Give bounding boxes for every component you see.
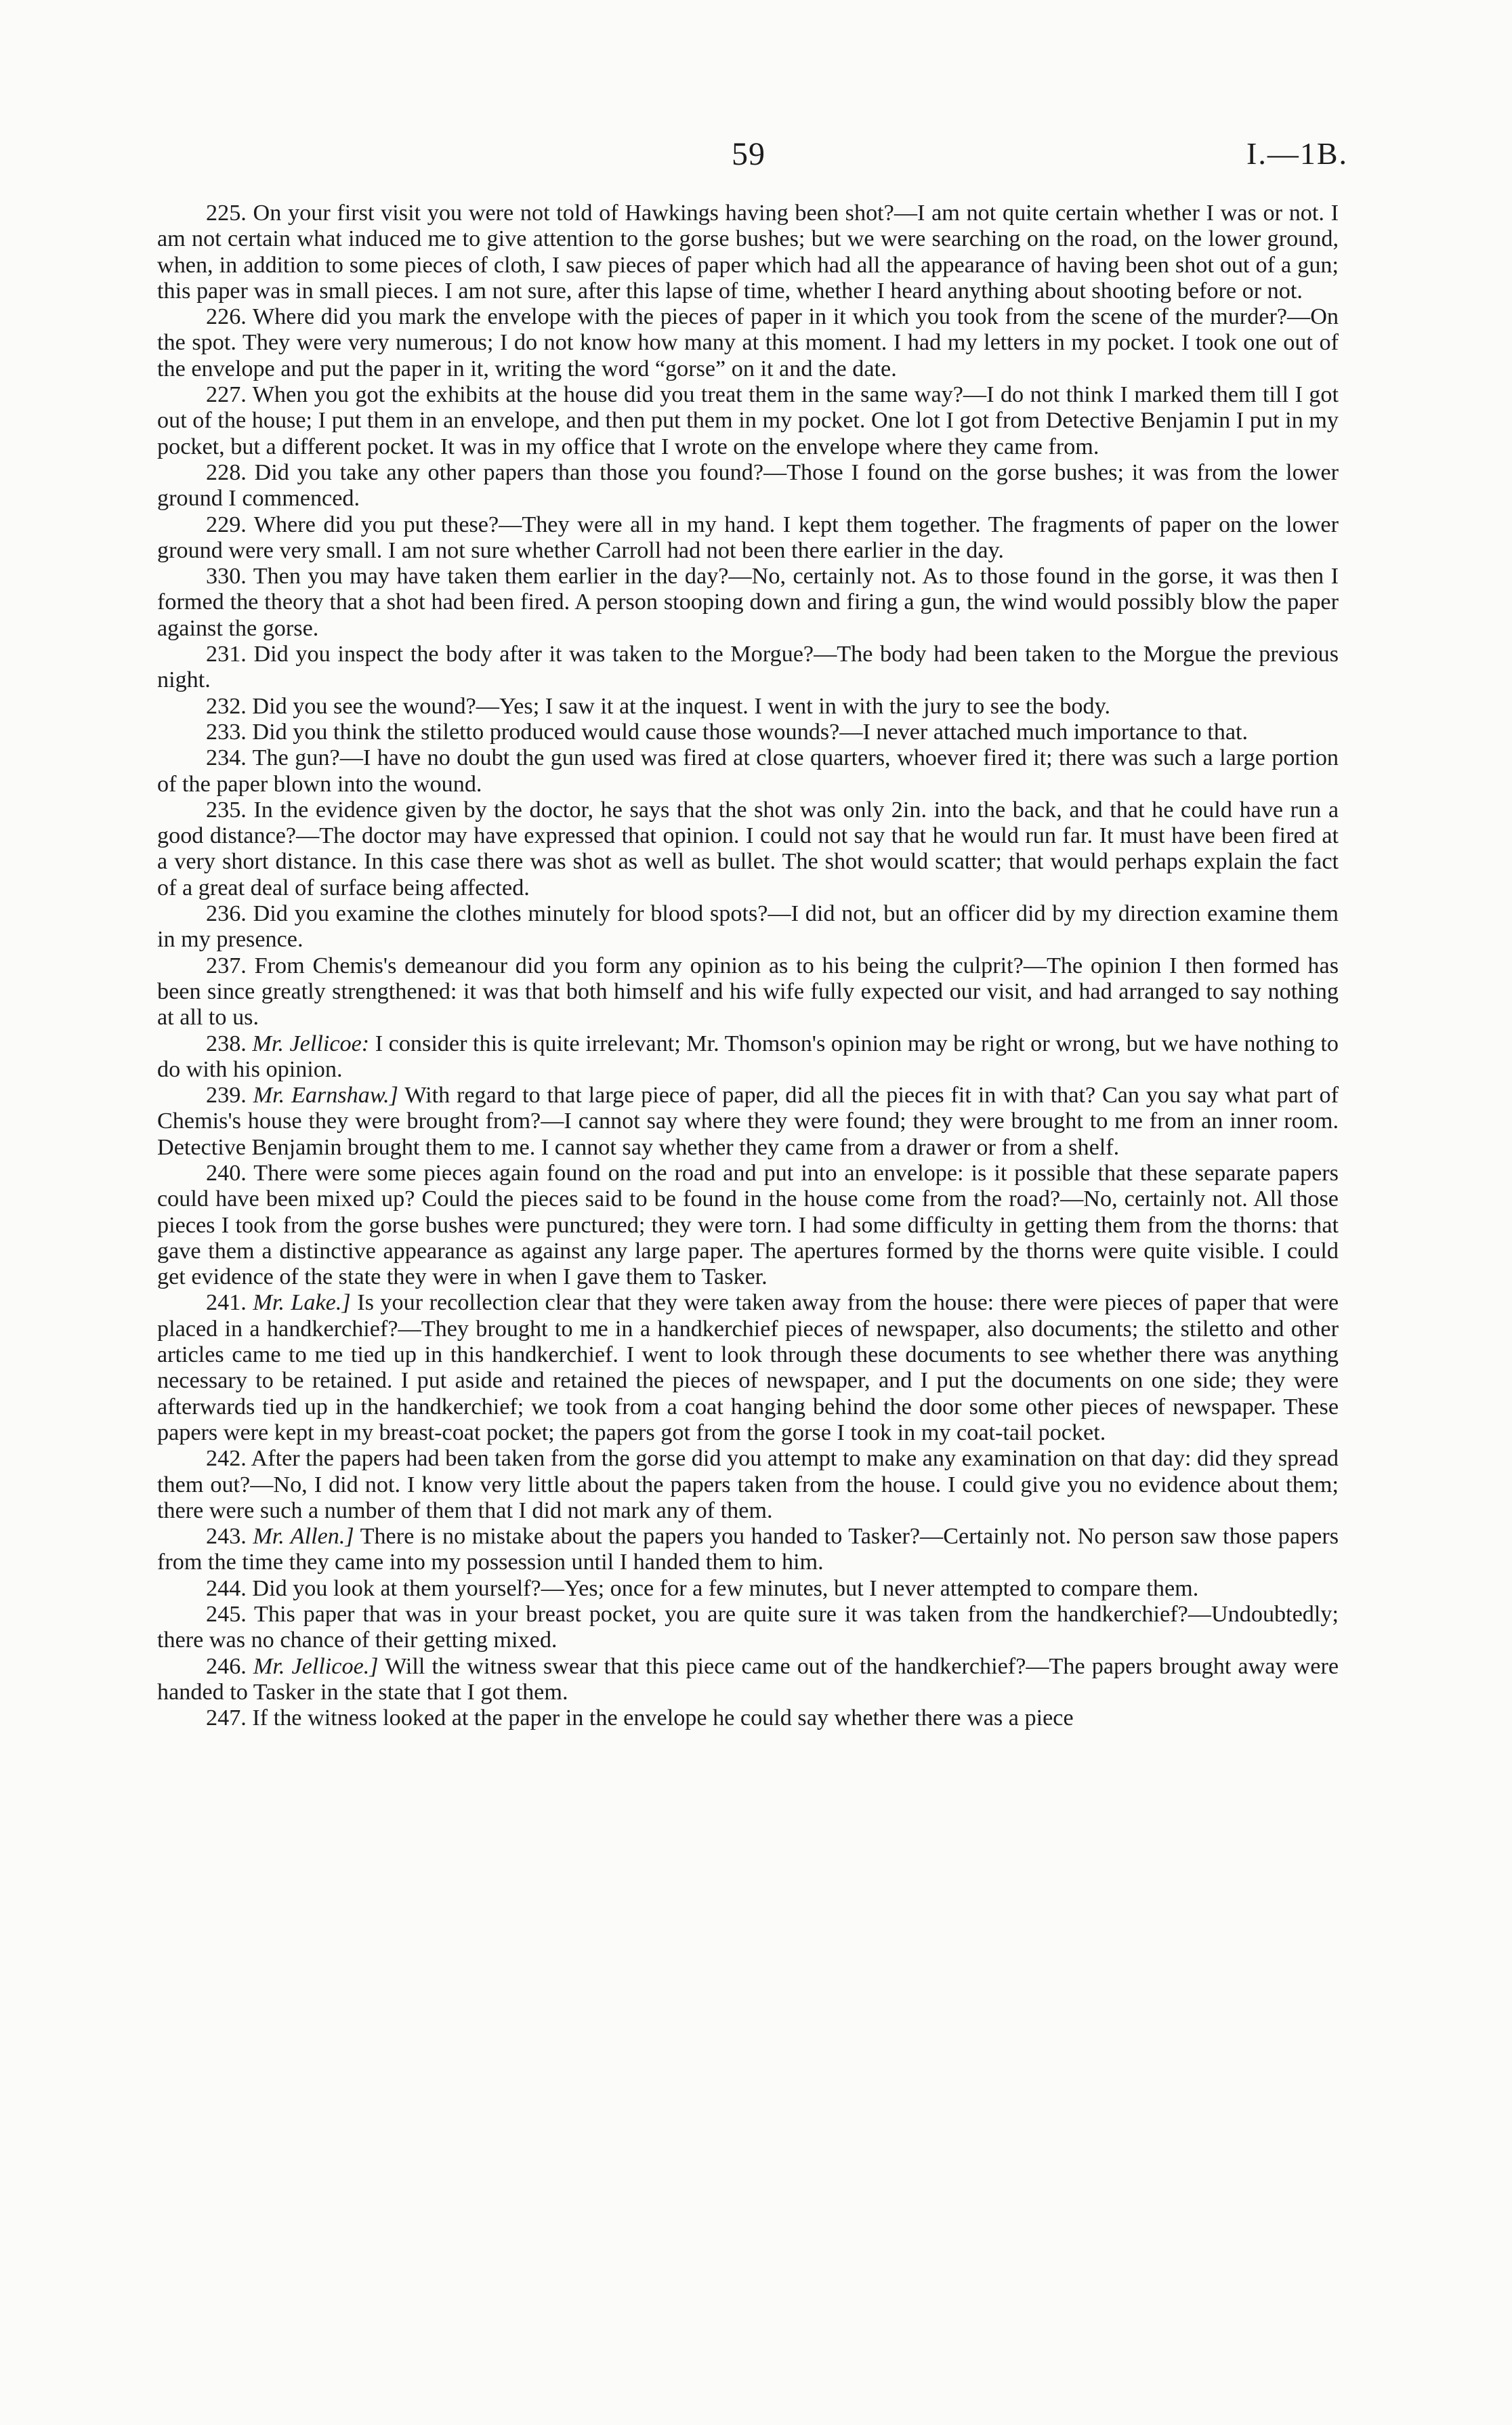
paragraph-text: Did you think the stiletto produced would cause those wounds?—I never attached much importance to that. — [252, 719, 1248, 745]
page-header — [156, 136, 1348, 183]
question-number: 227. — [206, 382, 247, 408]
question-number: 238. — [206, 1031, 247, 1056]
document-reference: I.—1B. — [1246, 136, 1348, 171]
speaker-name: Mr. Earnshaw.] — [253, 1083, 398, 1108]
paragraph-text: Where did you put these?—They were all in my hand. I kept them together. The fragments of paper on the lower ground were very small. I am not sure whether Carroll had not been there earlier in the day. — [157, 512, 1339, 563]
question-number: 241. — [206, 1290, 247, 1316]
paragraph-text: Where did you mark the envelope with the pieces of paper in it which you took from the scene of the murder?—On the spot. They were very numerous; I do not know how many at this moment. I had my letters in my pocket. I took one out of the envelope and put the paper in it, writing the word “gorse” on it and the date. — [157, 304, 1339, 381]
paragraph-229 — [157, 512, 1339, 564]
speaker-name: Mr. Lake.] — [253, 1290, 351, 1316]
paragraph-text: From Chemis's demeanour did you form any opinion as to his being the culprit?—The opinion I then formed has been since greatly strengthened: it was that both himself and his wife fully expected our visit, and had arranged to say nothing at all to us. — [157, 953, 1339, 1031]
paragraph-232 — [157, 694, 1339, 720]
paragraph-243 — [157, 1524, 1339, 1576]
question-number: 236. — [206, 901, 247, 927]
page-number: 59 — [732, 136, 765, 172]
paragraph-text: There were some pieces again found on the road and put into an envelope: is it possible that these separate papers could have been mixed up? Could the pieces said to be found in the house come from the road?—No, certainly not. All those pieces I took from the gorse bushes were punctured; they were torn. I had some difficulty in getting them from the thorns: that gave them a distinctive appearance as against any large paper. The apertures formed by the thorns were quite visible. I could get evidence of the state they were in when I gave them to Tasker. — [157, 1160, 1339, 1290]
paragraph-236 — [157, 901, 1339, 953]
paragraph-246 — [157, 1654, 1339, 1706]
paragraph-242 — [157, 1446, 1339, 1524]
question-number: 244. — [206, 1575, 247, 1601]
paragraph-text: I consider this is quite irrelevant; Mr. Thomson's opinion may be right or wrong, but we have nothing to do with his opinion. — [157, 1031, 1339, 1082]
question-number: 242. — [206, 1446, 247, 1472]
question-number: 237. — [206, 953, 247, 978]
question-number: 229. — [206, 512, 247, 537]
paragraph-239 — [157, 1083, 1339, 1161]
paragraph-text: Did you take any other papers than those you found?—Those I found on the gorse bushes; it was from the lower ground I commenced. — [157, 459, 1339, 512]
paragraph-text: On your first visit you were not told of Hawkings having been shot?—I am not quite certain whether I was or not. I am not certain what induced me to give attention to the gorse bushes; but we were searching on the road, on the lower ground, when, in addition to some pieces of cloth, I saw pieces of paper which had all the appearance of having been shot out of a gun; this paper was in small pieces. I am not sure, after this lapse of time, whether I heard anything about shooting before or not. — [157, 201, 1339, 304]
paragraph-240 — [157, 1161, 1339, 1290]
question-number: 228. — [206, 459, 247, 485]
paragraph-231 — [157, 642, 1339, 694]
evidence-text — [157, 201, 1339, 1732]
paragraph-text: In the evidence given by the doctor, he says that the shot was only 2in. into the back, and that he could have run a good distance?—The doctor may have expressed that opinion. I could not say that he would run far. It must have been fired at a very short distance. In this case there was shot as well as bullet. The shot would scatter; that would perhaps explain the fact of a great deal of surface being affected. — [157, 797, 1339, 900]
question-number: 235. — [206, 797, 247, 823]
speaker-name: Mr. Jellicoe: — [252, 1031, 370, 1056]
question-number: 233. — [206, 719, 247, 745]
paragraph-text: After the papers had been taken from the gorse did you attempt to make any examination on that day: did they spread them out?—No, I did not. I know very little about the papers taken from the house. I could give you no evidence about them; there were such a number of them that I did not mark any of them. — [157, 1446, 1339, 1523]
paragraph-text: There is no mistake about the papers you handed to Tasker?—Certainly not. No person saw those papers from the time they came into my possession until I handed them to him. — [157, 1524, 1339, 1575]
paragraph-227 — [157, 382, 1339, 460]
question-number: 234. — [206, 745, 247, 771]
paragraph-text: Did you examine the clothes minutely for blood spots?—I did not, but an officer did by my direction examine them in my presence. — [157, 901, 1339, 953]
question-number: 231. — [206, 642, 247, 667]
question-number: 240. — [206, 1160, 247, 1186]
paragraph-233 — [157, 720, 1339, 745]
question-number: 243. — [206, 1524, 247, 1550]
paragraph-text: The gun?—I have no doubt the gun used was fired at close quarters, whoever fired it; there was such a large portion of the paper blown into the wound. — [157, 745, 1339, 797]
paragraph-245 — [157, 1602, 1339, 1654]
question-number: 245. — [206, 1602, 247, 1628]
paragraph-228 — [157, 460, 1339, 512]
paragraph-237 — [157, 953, 1339, 1031]
paragraph-text: Did you see the wound?—Yes; I saw it at the inquest. I went in with the jury to see the body. — [252, 693, 1111, 719]
question-number: 239. — [206, 1083, 247, 1108]
question-number: 330. — [206, 564, 247, 589]
paragraph-text: When you got the exhibits at the house did you treat them in the same way?—I do not think I marked them till I got out of the house; I put them in an envelope, and then put them in my pocket. One lot I got from Detective Benjamin I put in my pocket, but a different pocket. It was in my office that I wrote on the envelope where they came from. — [157, 382, 1339, 459]
question-number: 226. — [206, 304, 247, 330]
question-number: 232. — [206, 693, 247, 719]
paragraph-238 — [157, 1031, 1339, 1083]
paragraph-330 — [157, 564, 1339, 642]
paragraph-text: Did you look at them yourself?—Yes; once for a few minutes, but I never attempted to compare them. — [252, 1575, 1199, 1601]
question-number: 246. — [206, 1653, 247, 1679]
paragraph-235 — [157, 797, 1339, 901]
paragraph-241 — [157, 1290, 1339, 1446]
paragraph-text: Is your recollection clear that they were taken away from the house: there were pieces of paper that were placed in a handkerchief?—They brought to me in a handkerchief pieces of newspaper, also documents; the stiletto and other articles came to me tied up in this handkerchief. I went to look through these documents to see whether there was anything necessary to be retained. I put aside and retained the pieces of newspaper, and I put the documents on one side; they were afterwards tied up in the handkerchief; we took from a coat hanging behind the door some other pieces of newspaper. These papers were kept in my breast-coat pocket; the papers got from the gorse I took in my coat-tail pocket. — [157, 1290, 1339, 1445]
question-number: 247. — [206, 1705, 247, 1731]
paragraph-225 — [157, 201, 1339, 304]
question-number: 225. — [206, 201, 247, 226]
paragraph-text: Will the witness swear that this piece came out of the handkerchief?—The papers brought away were handed to Tasker in the state that I got them. — [157, 1653, 1339, 1705]
paragraph-text: With regard to that large piece of paper, did all the pieces fit in with that? Can you say what part of Chemis's house they were brought from?—I cannot say where they were found; they were brought to me from an inner room. Detective Benjamin brought them to me. I cannot say whether they came from a drawer or from a shelf. — [157, 1083, 1339, 1160]
paragraph-text: Then you may have taken them earlier in the day?—No, certainly not. As to those found in the gorse, it was then I formed the theory that a shot had been fired. A person stooping down and firing a gun, the wind would possibly blow the paper against the gorse. — [157, 564, 1339, 641]
speaker-name: Mr. Jellicoe.] — [253, 1653, 379, 1679]
paragraph-text: This paper that was in your breast pocket, you are quite sure it was taken from the handkerchief?—Undoubtedly; there was no chance of their getting mixed. — [157, 1602, 1339, 1653]
speaker-name: Mr. Allen.] — [253, 1524, 354, 1550]
paragraph-244 — [157, 1576, 1339, 1602]
paragraph-247 — [157, 1705, 1339, 1731]
paragraph-text: Did you inspect the body after it was taken to the Morgue?—The body had been taken to the Morgue the previous night. — [157, 642, 1339, 693]
paragraph-226 — [157, 304, 1339, 382]
paragraph-234 — [157, 745, 1339, 797]
paragraph-text: If the witness looked at the paper in the envelope he could say whether there was a piece — [252, 1705, 1074, 1731]
